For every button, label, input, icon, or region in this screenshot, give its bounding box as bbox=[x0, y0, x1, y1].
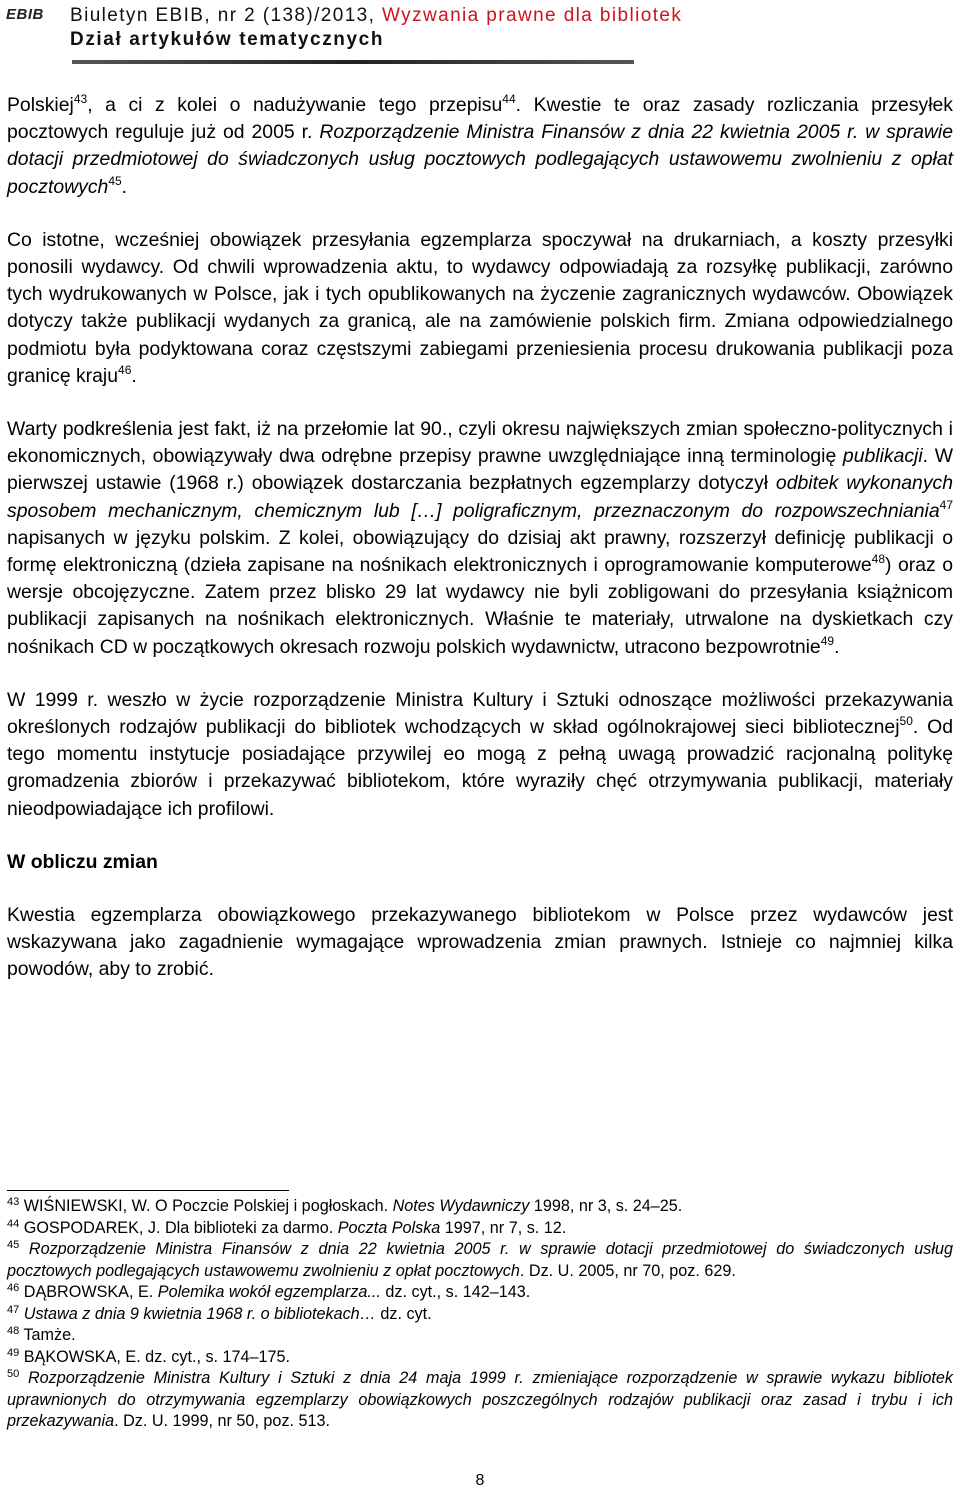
paragraph-1: Polskiej$^{43}$, a ci z kolei o nadużywanie tego przepisu$^{44}$. Kwestie te oraz zasady rozliczania przesyłek pocztowych reguluje już od 2005 r. Rozporządzenie Ministra Finansów z dnia 22 kwietnia 2005 r. w sprawie dotacji przedmiotowej do świadczonych usług pocztowych podlegających ustawowemu zwolnieniu z opłat pocztowych$^{45}$. bbox=[7, 92, 953, 198]
section-heading: W obliczu zmian bbox=[7, 850, 158, 873]
footnote-ref[interactable]: 44 bbox=[502, 92, 516, 106]
footnote-ref[interactable]: 45 bbox=[108, 173, 122, 188]
page-header bbox=[0, 0, 960, 70]
section-title: Dział artykułów tematycznych bbox=[70, 29, 385, 50]
footnote-47: $^{47}$ Ustawa z dnia 9 kwietnia 1968 r. o bibliotekach… dz. cyt. bbox=[7, 1303, 432, 1323]
ebib-logo: EBIB bbox=[6, 6, 44, 23]
footnote-ref[interactable]: 46 bbox=[118, 362, 132, 377]
footnote-43: $^{43}$ WIŚNIEWSKI, W. O Poczcie Polskiej i pogłoskach. Notes Wydawniczy 1998, nr 3, s. 24–25. bbox=[7, 1196, 683, 1215]
paragraph-2: Co istotne, wcześniej obowiązek przesyłania egzemplarza spoczywał na drukarniach, a koszty przesyłki ponosili wydawcy. Od chwili wprowadzenia aktu, to wydawcy odpowiadają za rozsyłkę publikacji, zarówno tych wydrukowanych w Polsce, jak i tych opublikowanych na życzenie zagranicznych wydawców. Obowiązek dotyczy także publikacji wydanych za granicą, ale na zamówienie polskich firm. Zmiana odpowiedzialnego podmiotu była podyktowana coraz częstszymi zabiegami przeniesienia procesu drukowania publikacji poza granicę kraju$^{46}$. bbox=[7, 228, 953, 387]
journal-title bbox=[70, 5, 682, 27]
issue-topic: Wyzwania prawne dla bibliotek bbox=[382, 5, 683, 26]
footnote-44: $^{44}$ GOSPODAREK, J. Dla biblioteki za darmo. Poczta Polska 1997, nr 7, s. 12. bbox=[7, 1217, 567, 1237]
footnote-separator bbox=[7, 1190, 289, 1191]
journal-issue: Biuletyn EBIB, nr 2 (138)/2013, bbox=[70, 5, 383, 26]
page-number: 8 bbox=[475, 1472, 485, 1489]
footnote-ref[interactable]: 48 bbox=[871, 552, 886, 567]
footnote-46: $^{46}$ DĄBROWSKA, E. Polemika wokół egzemplarza... dz. cyt., s. 142–143. bbox=[7, 1282, 531, 1301]
footnote-48: $^{48}$ Tamże. bbox=[7, 1325, 76, 1344]
footnotes bbox=[7, 1196, 953, 1433]
header-rule bbox=[72, 60, 634, 64]
paragraph-3: Warty podkreślenia jest fakt, iż na przełomie lat 90., czyli okresu największych zmian społeczno-politycznych i ekonomicznych, obowiązywały dwa odrębne przepisy prawne uwzględniające inną terminologię publikacji. W pierwszej ustawie (1968 r.) obowiązek dostarczania bezpłatnych egzemplarzy dotyczył odbitek wykonanych sposobem mechanicznym, chemicznym lub […] poligraficznym, przeznaczonym do rozpowszechniania$^{47}$ napisanych w języku polskim. Z kolei, obowiązujący do dzisiaj akt prawny, rozszerzył definicję publikacji o formę elektroniczną (dzieła zapisane na nośnikach elektronicznych i oprogramowanie komputerowe$^{48}$) oraz o wersje obcojęzyczne. Zatem przez blisko 29 lat wydawcy nie byli zobligowani do przesyłania książnicom publikacji zapisanych na nośnikach elektronicznych. Właśnie te materiały, utrwalone na dyskietkach czy nośnikach CD w początkowych okresach rozwoju polskich wydawnictw, utracono bezpowrotnie$^{49}$. bbox=[7, 418, 954, 658]
footnote-ref[interactable]: 47 bbox=[939, 497, 953, 512]
article-body bbox=[7, 92, 953, 984]
footnote-ref[interactable]: 43 bbox=[73, 92, 88, 106]
footnote-ref[interactable]: 49 bbox=[820, 633, 835, 648]
footnote-ref[interactable]: 50 bbox=[899, 714, 913, 729]
footnote-49: $^{49}$ BĄKOWSKA, E. dz. cyt., s. 174–175. bbox=[7, 1346, 291, 1366]
footnote-50: $^{50}$ Rozporządzenie Ministra Kultury i Sztuki z dnia 24 maja 1999 r. zmieniające rozporządzenie w sprawie wykazu bibliotek uprawnionych do otrzymywania egzemplarzy obowiązkowych poszczególnych rodzajów publikacji oraz zasad i trybu i ich przekazywania. Dz. U. 1999, nr 50, poz. 513. bbox=[7, 1368, 953, 1430]
paragraph-5: Kwestia egzemplarza obowiązkowego przekazywanego bibliotekom w Polsce przez wydawców jest wskazywana jako zagadnienie wymagające wprowadzenia zmian prawnych. Istnieje co najmniej kilka powodów, aby to zrobić. bbox=[7, 904, 953, 981]
paragraph-4: W 1999 r. weszło w życie rozporządzenie Ministra Kultury i Sztuki odnoszące możliwości przekazywania określonych rodzajów publikacji do bibliotek wchodzących w skład ogólnokrajowej sieci bibliotecznej$^{50}$. Od tego momentu instytucje posiadające przywilej eo mogą z pełną uwagą prowadzić racjonalną politykę gromadzenia zbiorów i przekazywać bibliotekom, które wyraziły chęć otrzymywania publikacji, materiały nieodpowiadające ich profilowi. bbox=[7, 688, 953, 820]
footnote-45: $^{45}$ Rozporządzenie Ministra Finansów z dnia 22 kwietnia 2005 r. w sprawie dotacji przedmiotowej do świadczonych usług pocztowych podlegających ustawowemu zwolnieniu z opłat pocztowych. Dz. U. 2005, nr 70, poz. 629. bbox=[7, 1239, 953, 1280]
